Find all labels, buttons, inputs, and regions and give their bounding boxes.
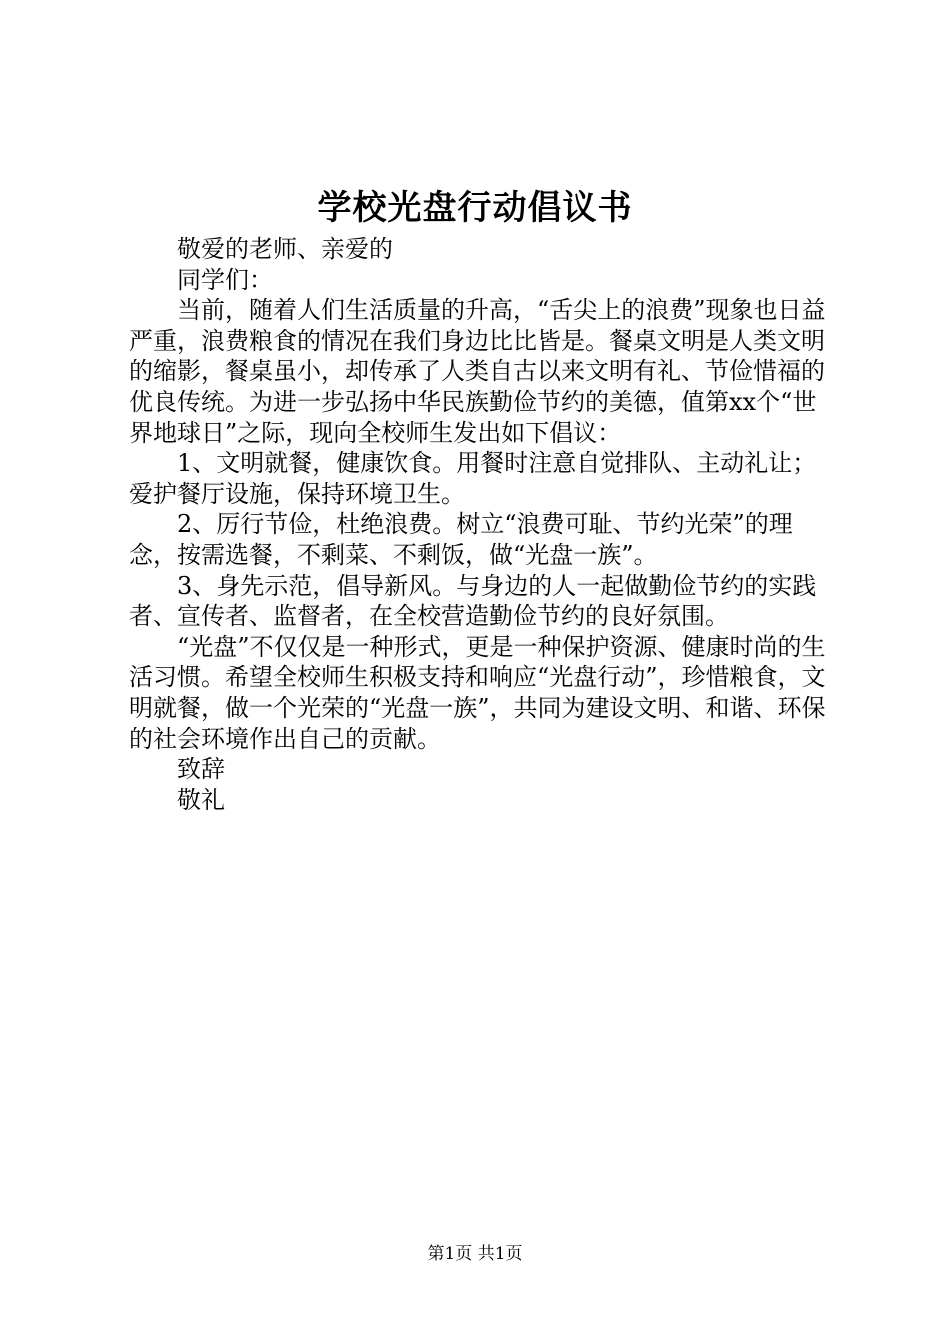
paragraph-intro: 当前，随着人们生活质量的升高，“舌尖上的浪费”现象也日益严重，浪费粮食的情况在我们身边比比皆是。餐桌文明是人类文明的缩影，餐桌虽小，却传承了人类自古以来文明有礼、节俭惜福的优良传统。为进一步弘扬中华民族勤俭节约的美德，值第xx个“世界地球日”之际，现向全校师生发出如下倡议：	[129, 296, 826, 447]
closing-line-2: 敬礼	[177, 785, 225, 814]
paragraph-item-3: 3、身先示范，倡导新风。与身边的人一起做勤俭节约的实践者、宣传者、监督者，在全校营造勤俭节约的良好氛围。	[129, 571, 817, 631]
closing-line-1: 致辞	[177, 755, 225, 784]
salutation-line-2: 同学们：	[177, 265, 273, 294]
paragraph-item-1: 1、文明就餐，健康饮食。用餐时注意自觉排队、主动礼让；爱护餐厅设施，保持环境卫生。	[129, 449, 817, 508]
salutation-line-1: 敬爱的老师、亲爱的	[177, 235, 393, 263]
paragraph-item-2: 2、厉行节俭，杜绝浪费。树立“浪费可耻、节约光荣”的理念，按需选餐，不剩菜、不剩饭，做“光盘一族”。	[129, 510, 793, 569]
document-title: 学校光盘行动倡议书	[317, 188, 633, 228]
page-footer: 第1页 共1页	[427, 1244, 523, 1264]
paragraph-conclusion: “光盘”不仅仅是一种形式，更是一种保护资源、健康时尚的生活习惯。希望全校师生积极支持和响应“光盘行动”，珍惜粮食，文明就餐，做一个光荣的“光盘一族”，共同为建设文明、和谐、环保的社会环境作出自己的贡献。	[129, 632, 826, 753]
document-body	[129, 234, 833, 815]
